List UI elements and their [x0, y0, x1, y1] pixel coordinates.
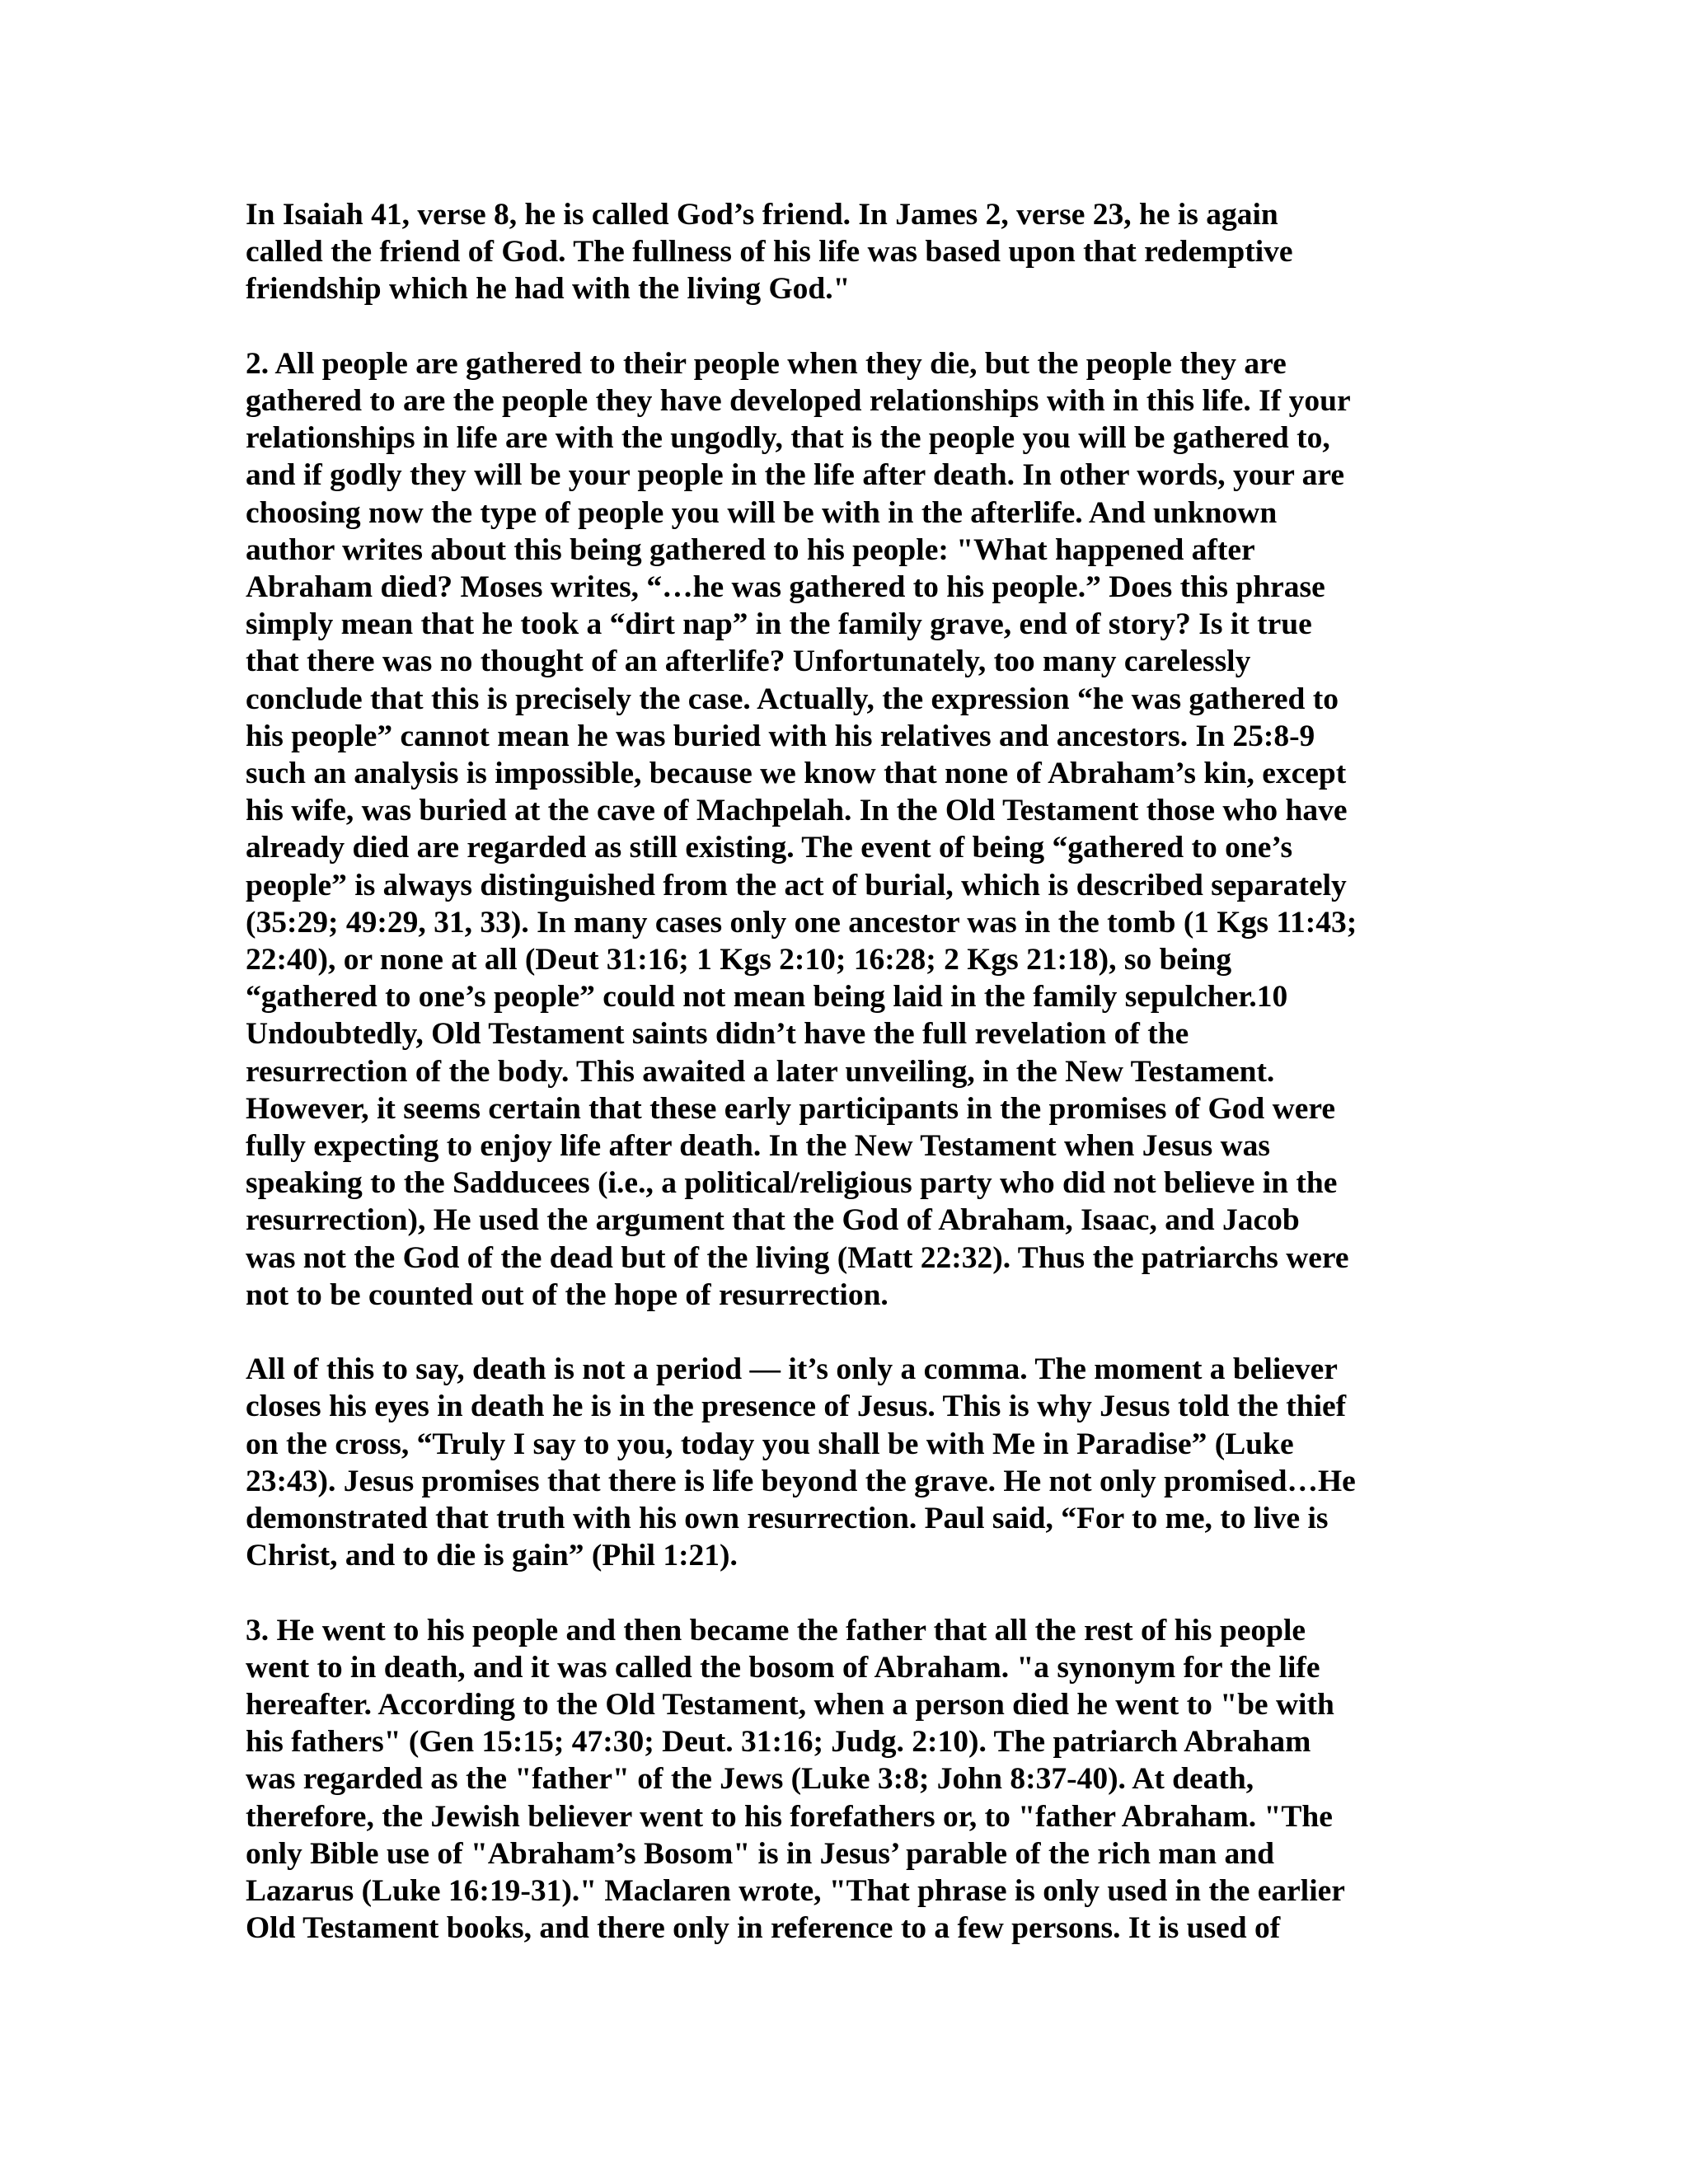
text-line: that there was no thought of an afterlife? Unfortunately, too many carelessly [246, 644, 1251, 679]
text-line: However, it seems certain that these early participants in the promises of God were [246, 1091, 1336, 1126]
text-line: already died are regarded as still existing. The event of being “gathered to one’s [246, 831, 1293, 865]
text-line: was regarded as the "father" of the Jews (Luke 3:8; John 8:37-40). At death, [246, 1762, 1254, 1797]
text-line: went to in death, and it was called the bosom of Abraham. "a synonym for the life [246, 1650, 1320, 1685]
text-line: his wife, was buried at the cave of Machpelah. In the Old Testament those who have [246, 794, 1348, 828]
text-line: Undoubtedly, Old Testament saints didn’t have the full revelation of the [246, 1017, 1189, 1052]
text-line: relationships in life are with the ungodly, that is the people you will be gathered to, [246, 421, 1330, 456]
text-line: choosing now the type of people you will be with in the afterlife. And unknown [246, 495, 1278, 530]
text-line: “gathered to one’s people” could not mean being laid in the family sepulcher.10 [246, 980, 1288, 1015]
text-line: author writes about this being gathered to his people: "What happened after [246, 532, 1255, 567]
text-line: Abraham died? Moses writes, “…he was gathered to his people.” Does this phrase [246, 570, 1325, 605]
text-line: In Isaiah 41, verse 8, he is called God’s friend. In James 2, verse 23, he is again [246, 198, 1278, 232]
text-line: friendship which he had with the living God." [246, 272, 851, 307]
text-line: Lazarus (Luke 16:19-31)." Maclaren wrote, "That phrase is only used in the earlier [246, 1874, 1345, 1909]
text-line: conclude that this is precisely the case. Actually, the expression “he was gathered to [246, 682, 1339, 716]
paragraph [246, 345, 1449, 1314]
text-line: fully expecting to enjoy life after death. In the New Testament when Jesus was [246, 1129, 1270, 1164]
text-line: his fathers" (Gen 15:15; 47:30; Deut. 31:16; Judg. 2:10). The patriarch Abraham [246, 1725, 1311, 1760]
text-line: closes his eyes in death he is in the presence of Jesus. This is why Jesus told the thief [246, 1390, 1347, 1424]
text-line: (35:29; 49:29, 31, 33). In many cases only one ancestor was in the tomb (1 Kgs 11:43; [246, 905, 1357, 940]
text-line: 3. He went to his people and then became the father that all the rest of his people [246, 1613, 1306, 1647]
text-line: called the friend of God. The fullness of his life was based upon that redemptive [246, 235, 1293, 269]
text-line: Christ, and to die is gain” (Phil 1:21). [246, 1539, 738, 1573]
text-line: his people” cannot mean he was buried with his relatives and ancestors. In 25:8-9 [246, 719, 1315, 753]
text-line: on the cross, “Truly I say to you, today you shall be with Me in Paradise” (Luke [246, 1427, 1294, 1461]
text-line: Old Testament books, and there only in reference to a few persons. It is used of [246, 1911, 1281, 1946]
text-line: 2. All people are gathered to their people when they die, but the people they are [246, 346, 1287, 381]
text-line: demonstrated that truth with his own resurrection. Paul said, “For to me, to live is [246, 1502, 1329, 1536]
text-line: 22:40), or none at all (Deut 31:16; 1 Kgs 2:10; 16:28; 2 Kgs 21:18), so being [246, 943, 1232, 977]
text-line: resurrection of the body. This awaited a later unveiling, in the New Testament. [246, 1054, 1275, 1089]
text-line: and if godly they will be your people in the life after death. In other words, your are [246, 458, 1345, 493]
text-line: not to be counted out of the hope of resurrection. [246, 1277, 889, 1312]
paragraph [246, 196, 1449, 308]
document-body [246, 196, 1449, 1985]
text-line: hereafter. According to the Old Testament, when a person died he went to "be with [246, 1688, 1334, 1722]
text-line: simply mean that he took a “dirt nap” in the family grave, end of story? Is it true [246, 607, 1312, 642]
text-line: such an analysis is impossible, because we know that none of Abraham’s kin, except [246, 757, 1347, 791]
text-line: speaking to the Sadducees (i.e., a political/religious party who did not believe in the [246, 1166, 1338, 1201]
text-line: 23:43). Jesus promises that there is life beyond the grave. He not only promised…He [246, 1464, 1356, 1498]
text-line: therefore, the Jewish believer went to his forefathers or, to "father Abraham. "The [246, 1799, 1333, 1834]
text-line: resurrection), He used the argument that the God of Abraham, Isaac, and Jacob [246, 1203, 1300, 1238]
text-line: gathered to are the people they have developed relationships with in this life. If your [246, 384, 1351, 418]
paragraph [246, 1351, 1449, 1574]
text-line: All of this to say, death is not a period — it’s only a comma. The moment a believer [246, 1352, 1338, 1387]
text-line: people” is always distinguished from the act of burial, which is described separately [246, 868, 1347, 902]
text-line: was not the God of the dead but of the living (Matt 22:32). Thus the patriarchs were [246, 1240, 1349, 1275]
text-line: only Bible use of "Abraham’s Bosom" is in Jesus’ parable of the rich man and [246, 1836, 1274, 1871]
paragraph [246, 1612, 1449, 1947]
